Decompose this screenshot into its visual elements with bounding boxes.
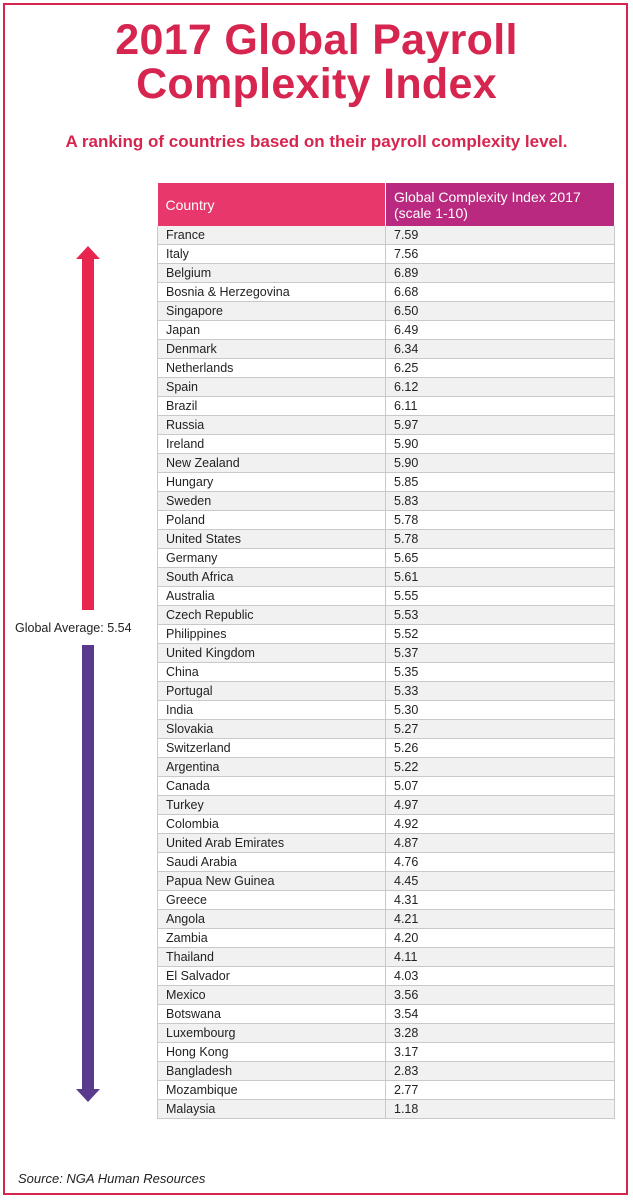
country-cell: Hungary: [158, 473, 386, 492]
country-cell: South Africa: [158, 568, 386, 587]
country-cell: United Arab Emirates: [158, 834, 386, 853]
index-value-cell: 6.11: [386, 397, 615, 416]
below-average-arrow-down-icon: [76, 645, 100, 1102]
table-row: [158, 511, 615, 530]
index-value-cell: 4.11: [386, 948, 615, 967]
index-value-cell: 5.27: [386, 720, 615, 739]
table-row: [158, 815, 615, 834]
index-value-cell: 4.20: [386, 929, 615, 948]
country-cell: El Salvador: [158, 967, 386, 986]
table-row: [158, 549, 615, 568]
country-cell: United States: [158, 530, 386, 549]
table-row: [158, 739, 615, 758]
country-cell: Singapore: [158, 302, 386, 321]
index-value-cell: 2.77: [386, 1081, 615, 1100]
table-row: [158, 416, 615, 435]
country-cell: Angola: [158, 910, 386, 929]
index-value-cell: 4.87: [386, 834, 615, 853]
index-value-cell: 6.89: [386, 264, 615, 283]
country-cell: Philippines: [158, 625, 386, 644]
table-row: [158, 226, 615, 245]
table-row: [158, 625, 615, 644]
country-cell: Turkey: [158, 796, 386, 815]
country-cell: Hong Kong: [158, 1043, 386, 1062]
country-cell: Ireland: [158, 435, 386, 454]
table-row: [158, 473, 615, 492]
country-cell: New Zealand: [158, 454, 386, 473]
table-row: [158, 340, 615, 359]
country-cell: France: [158, 226, 386, 245]
index-value-cell: 5.53: [386, 606, 615, 625]
index-value-cell: 5.33: [386, 682, 615, 701]
country-cell: Mexico: [158, 986, 386, 1005]
country-cell: Italy: [158, 245, 386, 264]
country-cell: Germany: [158, 549, 386, 568]
index-value-cell: 5.65: [386, 549, 615, 568]
index-value-cell: 5.78: [386, 530, 615, 549]
table-row: [158, 321, 615, 340]
country-cell: Japan: [158, 321, 386, 340]
table-row: [158, 568, 615, 587]
table-row: [158, 891, 615, 910]
table-row: [158, 834, 615, 853]
index-value-cell: 6.34: [386, 340, 615, 359]
index-value-cell: 4.76: [386, 853, 615, 872]
index-value-cell: 5.35: [386, 663, 615, 682]
country-cell: Botswana: [158, 1005, 386, 1024]
index-value-cell: 5.55: [386, 587, 615, 606]
table-row: [158, 758, 615, 777]
table-row: [158, 948, 615, 967]
table-row: [158, 1100, 615, 1119]
index-value-cell: 6.12: [386, 378, 615, 397]
index-value-cell: 5.26: [386, 739, 615, 758]
country-cell: Bangladesh: [158, 1062, 386, 1081]
table-row: [158, 853, 615, 872]
index-value-cell: 4.03: [386, 967, 615, 986]
country-cell: Switzerland: [158, 739, 386, 758]
table-row: [158, 378, 615, 397]
table-row: [158, 1043, 615, 1062]
table-row: [158, 606, 615, 625]
index-value-cell: 5.37: [386, 644, 615, 663]
global-average-arrows: [60, 240, 120, 1110]
table-row: [158, 872, 615, 891]
country-cell: Bosnia & Herzegovina: [158, 283, 386, 302]
index-value-cell: 5.52: [386, 625, 615, 644]
table-row: [158, 302, 615, 321]
index-value-cell: 6.50: [386, 302, 615, 321]
table-row: [158, 435, 615, 454]
table-row: [158, 1062, 615, 1081]
index-value-cell: 5.22: [386, 758, 615, 777]
index-value-cell: 4.97: [386, 796, 615, 815]
country-cell: Malaysia: [158, 1100, 386, 1119]
country-cell: Belgium: [158, 264, 386, 283]
country-cell: Canada: [158, 777, 386, 796]
table-row: [158, 492, 615, 511]
table-row: [158, 910, 615, 929]
index-value-cell: 6.25: [386, 359, 615, 378]
table-row: [158, 796, 615, 815]
table-row: [158, 359, 615, 378]
source-note: Source: NGA Human Resources: [18, 1171, 206, 1186]
country-cell: Poland: [158, 511, 386, 530]
country-cell: United Kingdom: [158, 644, 386, 663]
country-cell: Saudi Arabia: [158, 853, 386, 872]
country-cell: Greece: [158, 891, 386, 910]
table-row: [158, 967, 615, 986]
country-cell: Netherlands: [158, 359, 386, 378]
country-cell: Czech Republic: [158, 606, 386, 625]
country-cell: Denmark: [158, 340, 386, 359]
index-value-cell: 4.92: [386, 815, 615, 834]
country-cell: Colombia: [158, 815, 386, 834]
page-title: [0, 18, 633, 106]
column-header-index: Global Complexity Index 2017 (scale 1-10): [386, 183, 615, 226]
country-cell: Russia: [158, 416, 386, 435]
complexity-table: [157, 183, 615, 1119]
country-cell: Mozambique: [158, 1081, 386, 1100]
index-value-cell: 4.45: [386, 872, 615, 891]
table-row: [158, 701, 615, 720]
table-row: [158, 283, 615, 302]
table-row: [158, 682, 615, 701]
index-value-cell: 3.17: [386, 1043, 615, 1062]
title-line-1: 2017 Global Payroll: [115, 16, 518, 64]
country-cell: Portugal: [158, 682, 386, 701]
title-line-2: Complexity Index: [136, 60, 497, 108]
index-value-cell: 4.31: [386, 891, 615, 910]
index-value-cell: 5.90: [386, 454, 615, 473]
table-row: [158, 530, 615, 549]
country-cell: Slovakia: [158, 720, 386, 739]
table-row: [158, 644, 615, 663]
table-row: [158, 986, 615, 1005]
table-body: [158, 226, 615, 1119]
index-value-cell: 1.18: [386, 1100, 615, 1119]
index-value-cell: 5.30: [386, 701, 615, 720]
country-cell: India: [158, 701, 386, 720]
index-value-cell: 5.85: [386, 473, 615, 492]
index-value-cell: 5.83: [386, 492, 615, 511]
index-value-cell: 3.56: [386, 986, 615, 1005]
table-row: [158, 720, 615, 739]
table-row: [158, 777, 615, 796]
index-value-cell: 3.54: [386, 1005, 615, 1024]
index-value-cell: 5.78: [386, 511, 615, 530]
index-value-cell: 5.07: [386, 777, 615, 796]
table-row: [158, 663, 615, 682]
table-row: [158, 1024, 615, 1043]
table-header-row: [158, 183, 615, 226]
country-cell: Sweden: [158, 492, 386, 511]
index-value-cell: 7.56: [386, 245, 615, 264]
table-row: [158, 587, 615, 606]
page-subtitle: A ranking of countries based on their payroll complexity level.: [65, 132, 568, 151]
country-cell: China: [158, 663, 386, 682]
below-arrow-head: [76, 1089, 100, 1102]
index-value-cell: 5.90: [386, 435, 615, 454]
country-cell: Brazil: [158, 397, 386, 416]
table-row: [158, 264, 615, 283]
table-row: [158, 397, 615, 416]
index-value-cell: 6.49: [386, 321, 615, 340]
country-cell: Luxembourg: [158, 1024, 386, 1043]
table-row: [158, 929, 615, 948]
column-header-country: Country: [158, 183, 386, 226]
country-cell: Australia: [158, 587, 386, 606]
index-value-cell: 7.59: [386, 226, 615, 245]
country-cell: Spain: [158, 378, 386, 397]
global-average-label: Global Average: 5.54: [15, 621, 132, 635]
table-row: [158, 245, 615, 264]
country-cell: Zambia: [158, 929, 386, 948]
table-row: [158, 1081, 615, 1100]
country-cell: Papua New Guinea: [158, 872, 386, 891]
country-cell: Argentina: [158, 758, 386, 777]
above-arrow-head: [76, 246, 100, 259]
table-row: [158, 1005, 615, 1024]
index-value-cell: 5.61: [386, 568, 615, 587]
above-average-arrow-up-icon: [76, 246, 100, 610]
below-arrow-shaft: [82, 645, 94, 1090]
index-value-cell: 2.83: [386, 1062, 615, 1081]
table-row: [158, 454, 615, 473]
above-arrow-shaft: [82, 258, 94, 610]
index-value-cell: 3.28: [386, 1024, 615, 1043]
index-value-cell: 6.68: [386, 283, 615, 302]
index-value-cell: 4.21: [386, 910, 615, 929]
country-cell: Thailand: [158, 948, 386, 967]
index-value-cell: 5.97: [386, 416, 615, 435]
